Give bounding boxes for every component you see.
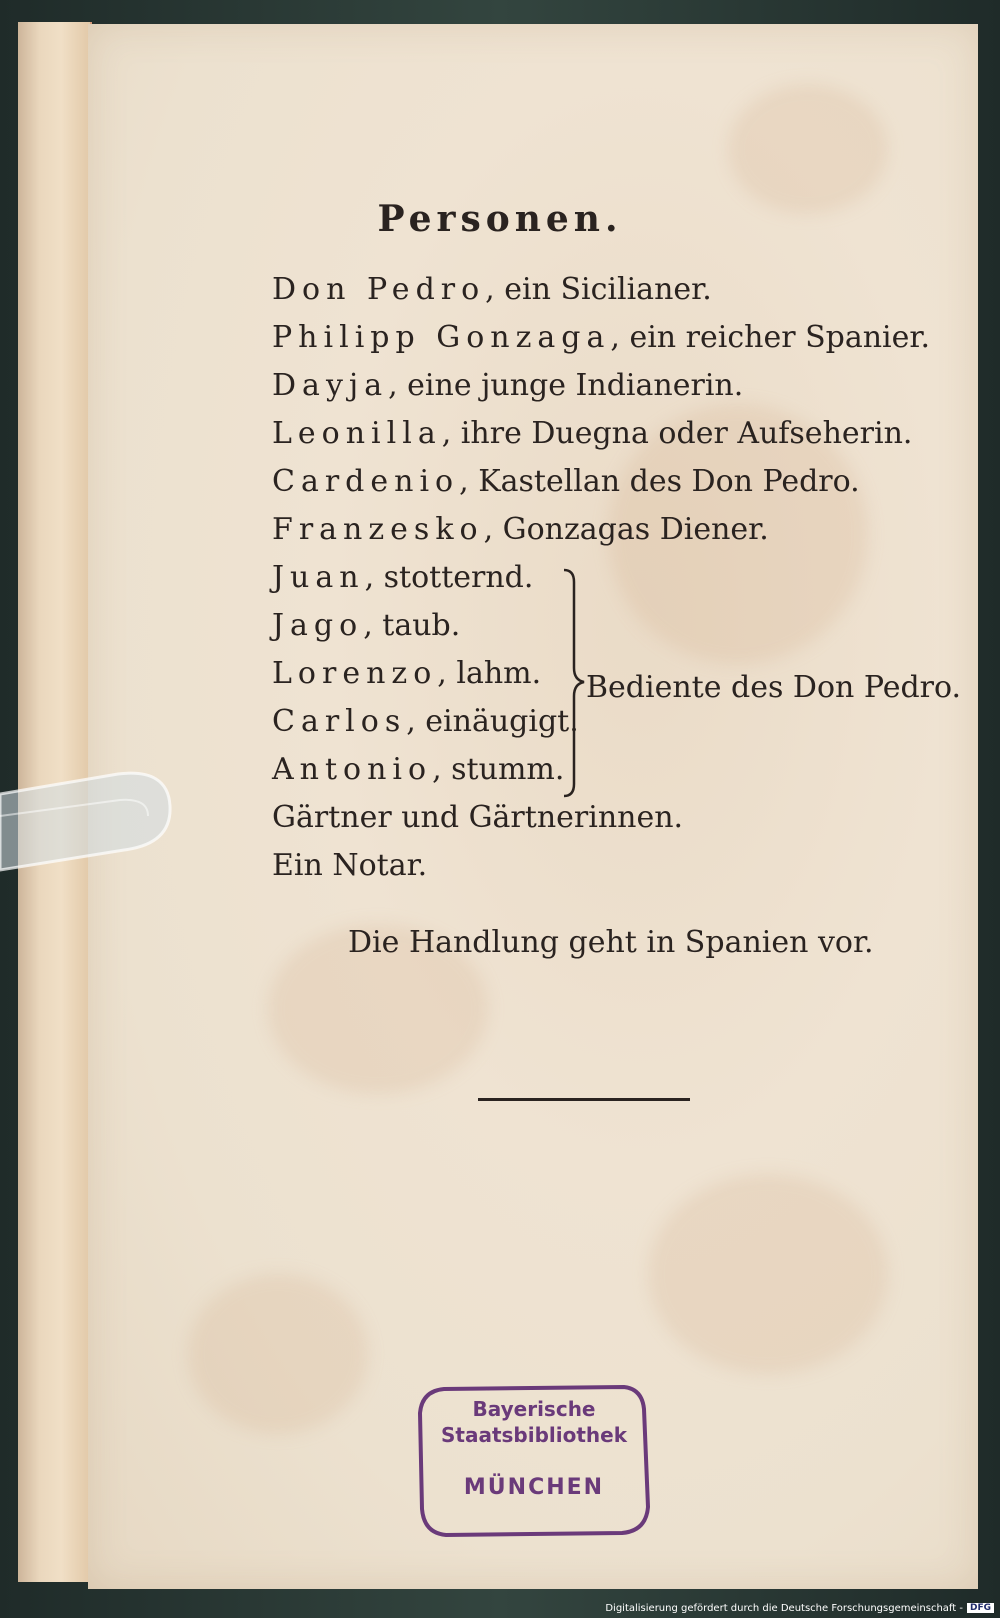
cast-entry — [272, 512, 769, 547]
stamp-line-3: MÜNCHEN — [463, 1475, 605, 1500]
cast-entry — [272, 464, 860, 499]
cast-entry — [272, 656, 541, 691]
library-stamp — [416, 1383, 652, 1539]
cast-entry — [272, 320, 930, 355]
paper-stain — [648, 1174, 888, 1374]
cast-entry — [272, 752, 564, 787]
stamp-line-1: Bayerische — [472, 1397, 596, 1421]
cast-name: Lorenzo — [272, 656, 438, 691]
cast-entry — [272, 800, 683, 835]
cast-description: , einäugigt. — [406, 704, 579, 739]
footer-credit: Digitalisierung gefördert durch die Deutsche Forschungsgemeinschaft - — [605, 1602, 963, 1614]
dfg-logo: DFG — [967, 1603, 994, 1613]
cast-name: Juan — [272, 560, 365, 595]
cast-name: Franzesko — [272, 512, 484, 547]
cast-description: , stotternd. — [364, 560, 534, 595]
cast-description: , Kastellan des Don Pedro. — [459, 464, 860, 499]
cast-description: , taub. — [363, 608, 461, 643]
paper-stain — [188, 1274, 368, 1434]
stamp-line-2: Staatsbibliothek — [440, 1423, 628, 1447]
setting-note: Die Handlung geht in Spanien vor. — [348, 925, 874, 960]
cast-name: Jago — [272, 608, 364, 643]
cast-description: Ein Notar. — [272, 848, 428, 883]
cast-entry — [272, 416, 912, 451]
cast-description: , Gonzagas Diener. — [483, 512, 769, 547]
cast-entry — [272, 848, 427, 883]
cast-description: , ihre Duegna oder Aufseherin. — [441, 416, 913, 451]
paper-stain — [728, 84, 888, 214]
cast-name: Dayja — [272, 368, 389, 403]
divider-rule — [478, 1098, 690, 1101]
page-holder-clip — [0, 766, 180, 886]
cast-entry — [272, 704, 579, 739]
cast-name: Philipp Gonzaga — [272, 320, 611, 355]
page-heading: Personen. — [377, 198, 623, 240]
digitization-footer — [605, 1600, 994, 1616]
grouping-brace — [560, 568, 586, 800]
cast-description: , ein Sicilianer. — [485, 272, 712, 307]
cast-description: , eine junge Indianerin. — [388, 368, 744, 403]
cast-name: Antonio — [272, 752, 433, 787]
cast-entry — [272, 368, 743, 403]
cast-entry — [272, 272, 712, 307]
cast-entry — [272, 560, 533, 595]
cast-name: Leonilla — [272, 416, 442, 451]
cast-entry — [272, 608, 460, 643]
cast-name: Don Pedro — [272, 272, 486, 307]
cast-description: , lahm. — [437, 656, 542, 691]
cast-description: , ein reicher Spanier. — [610, 320, 930, 355]
brace-label: Bediente des Don Pedro. — [586, 670, 962, 705]
cast-description: , stumm. — [432, 752, 565, 787]
cast-description: Gärtner und Gärtnerinnen. — [272, 800, 684, 835]
cast-name: Cardenio — [272, 464, 460, 499]
cast-name: Carlos — [272, 704, 407, 739]
